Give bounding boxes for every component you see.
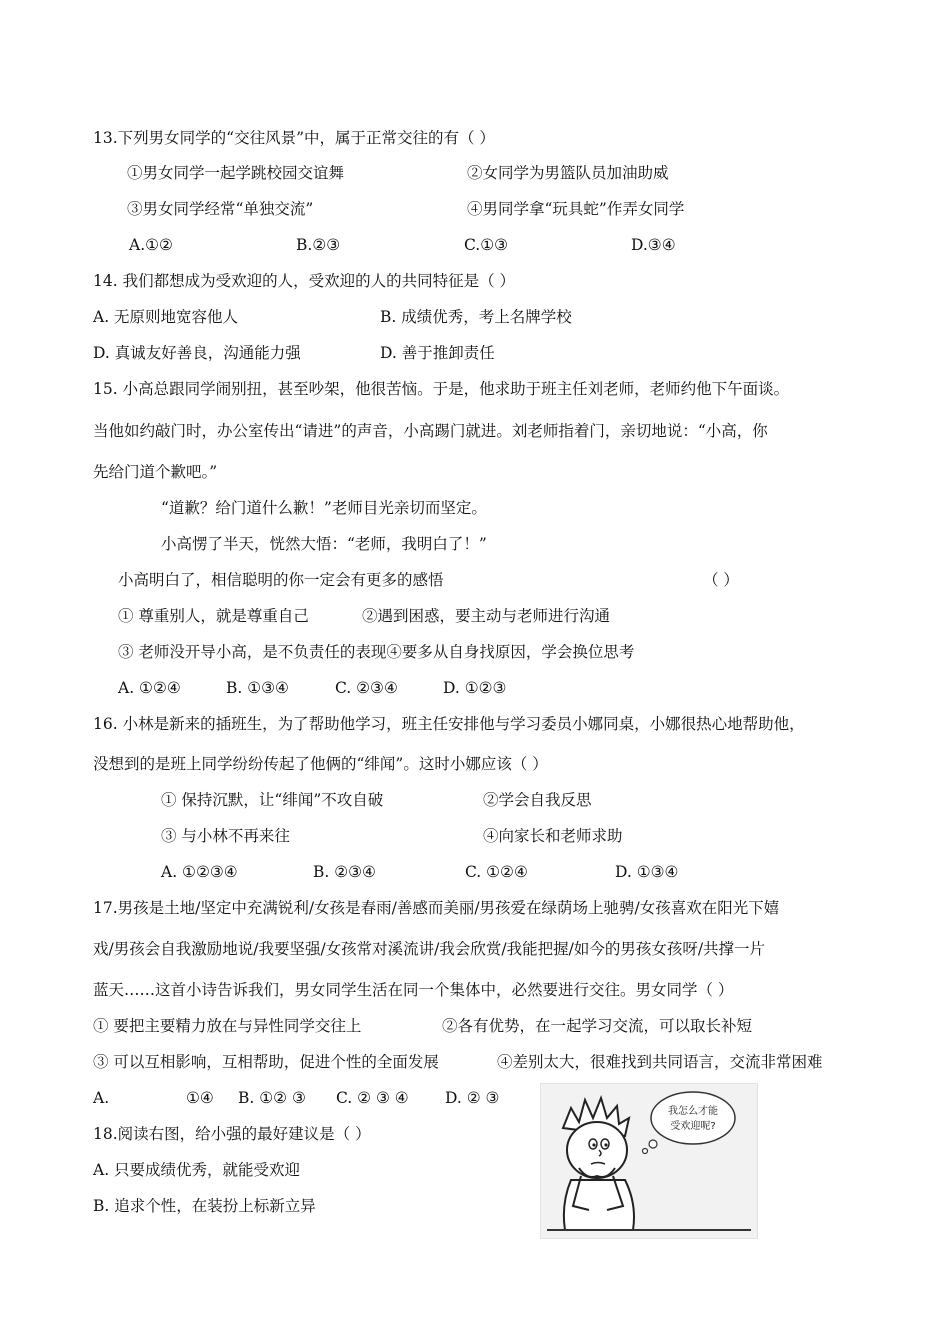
- q16-choice-a: A. ①②③④: [161, 863, 238, 881]
- q16-line-2: 没想到的是班上同学纷纷传起了他俩的“绯闻”。这时小娜应该（ ）: [93, 755, 548, 773]
- q18-choice-a: A. 只要成绩优秀，就能受欢迎: [93, 1161, 301, 1179]
- q16-choice-b: B. ②③④: [313, 863, 376, 881]
- q17-line-2: 戏/男孩会自我激励地说/我要坚强/女孩常对溪流讲/我会欣赏/我能把握/如今的男孩女孩呀/共撑一片: [93, 940, 766, 958]
- q17-option-4: ④差别太大，很难找到共同语言，交流非常困难: [497, 1053, 823, 1071]
- thought-bubble: [651, 1092, 735, 1144]
- q17-option-3: ③ 可以互相影响，互相帮助，促进个性的全面发展: [93, 1053, 439, 1071]
- q15-answer-paren: （ ）: [703, 571, 739, 589]
- q13-option-1: ①男女同学一起学跳校园交谊舞: [127, 164, 345, 182]
- q18-choice-b: B. 追求个性，在装扮上标新立异: [93, 1197, 316, 1215]
- q15-line-1: 15. 小高总跟同学闹别扭，甚至吵架，他很苦恼。于是，他求助于班主任刘老师，老师约他下午面谈。: [93, 380, 790, 398]
- q14-choice-b: B. 成绩优秀，考上名牌学校: [380, 308, 572, 326]
- cartoon-illustration: [540, 1083, 758, 1239]
- q13-option-3: ③男女同学经常“单独交流”: [127, 200, 314, 218]
- q16-choice-d: D. ①③④: [615, 863, 679, 881]
- q14-choice-d2: D. 善于推卸责任: [380, 344, 495, 362]
- q13-choice-c: C.①③: [464, 236, 509, 254]
- q16-line-1: 16. 小林是新来的插班生，为了帮助他学习，班主任安排他与学习委员小娜同桌，小娜很热心地帮助他，: [93, 715, 805, 733]
- q13-choice-a: A.①②: [129, 236, 173, 254]
- q15-option-2: ②遇到困惑，要主动与老师进行沟通: [362, 607, 611, 625]
- q16-option-2: ②学会自我反思: [483, 791, 592, 809]
- q16-choice-c: C. ①②④: [465, 863, 528, 881]
- q17-option-2: ②各有优势，在一起学习交流，可以取长补短: [442, 1017, 753, 1035]
- q16-option-1: ① 保持沉默，让“绯闻”不攻自破: [161, 791, 384, 809]
- q17-choice-c: C. ② ③ ④: [336, 1089, 409, 1107]
- q17-choice-b: B. ①② ③: [238, 1089, 306, 1107]
- q15-line-5: 小高愣了半天，恍然大悟：“老师，我明白了！”: [161, 535, 487, 553]
- q17-line-1: 17.男孩是土地/坚定中充满锐利/女孩是春雨/善感而美丽/男孩爱在绿荫场上驰骋/女孩喜欢在阳光下嬉: [93, 899, 780, 917]
- q17-choice-a-value: ①④: [186, 1089, 214, 1107]
- q14-choice-a: A. 无原则地宽容他人: [93, 308, 239, 326]
- q16-option-3: ③ 与小林不再来往: [161, 827, 290, 845]
- q15-choice-a: A. ①②④: [118, 679, 181, 697]
- q15-line-3: 先给门道个歉吧。”: [93, 463, 218, 481]
- q13-option-2: ②女同学为男篮队员加油助威: [467, 164, 669, 182]
- q17-choice-d: D. ② ③: [445, 1089, 500, 1107]
- bubble-text-line-2: 受欢迎呢?: [670, 1121, 716, 1132]
- q18-stem: 18.阅读右图，给小强的最好建议是（ ）: [93, 1125, 371, 1143]
- q15-line-6: 小高明白了，相信聪明的你一定会有更多的感悟: [118, 571, 444, 589]
- q15-line-2: 当他如约敲门时，办公室传出“请进”的声音，小高踢门就进。刘老师指着门，亲切地说：“小高，你: [93, 422, 768, 440]
- q17-choice-a-label: A.: [93, 1089, 110, 1107]
- q17-option-1: ① 要把主要精力放在与异性同学交往上: [93, 1017, 362, 1035]
- q15-option-3-4: ③ 老师没开导小高，是不负责任的表现④要多从自身找原因，学会换位思考: [118, 643, 635, 661]
- q14-choice-d1: D. 真诚友好善良，沟通能力强: [93, 344, 301, 362]
- q15-option-1: ① 尊重别人，就是尊重自己: [118, 607, 309, 625]
- q13-option-4: ④男同学拿“玩具蛇”作弄女同学: [467, 200, 685, 218]
- bubble-text-line-1: 我怎么才能: [668, 1106, 718, 1117]
- q15-line-4: “道歉？给门道什么歉！”老师目光亲切而坚定。: [161, 499, 487, 517]
- q15-choice-b: B. ①③④: [226, 679, 289, 697]
- q17-line-3: 蓝天……这首小诗告诉我们，男女同学生活在同一个集体中，必然要进行交往。男女同学（ ）: [93, 981, 734, 999]
- q13-choice-d: D.③④: [631, 236, 676, 254]
- q14-stem: 14. 我们都想成为受欢迎的人，受欢迎的人的共同特征是（ ）: [93, 272, 516, 290]
- q13-stem: 13.下列男女同学的“交往风景”中，属于正常交往的有（ ）: [93, 129, 495, 147]
- q13-choice-b: B.②③: [296, 236, 341, 254]
- cartoon-drawing: [541, 1084, 757, 1238]
- q16-option-4: ④向家长和老师求助: [483, 827, 623, 845]
- q15-choice-d: D. ①②③: [443, 679, 507, 697]
- q15-choice-c: C. ②③④: [335, 679, 398, 697]
